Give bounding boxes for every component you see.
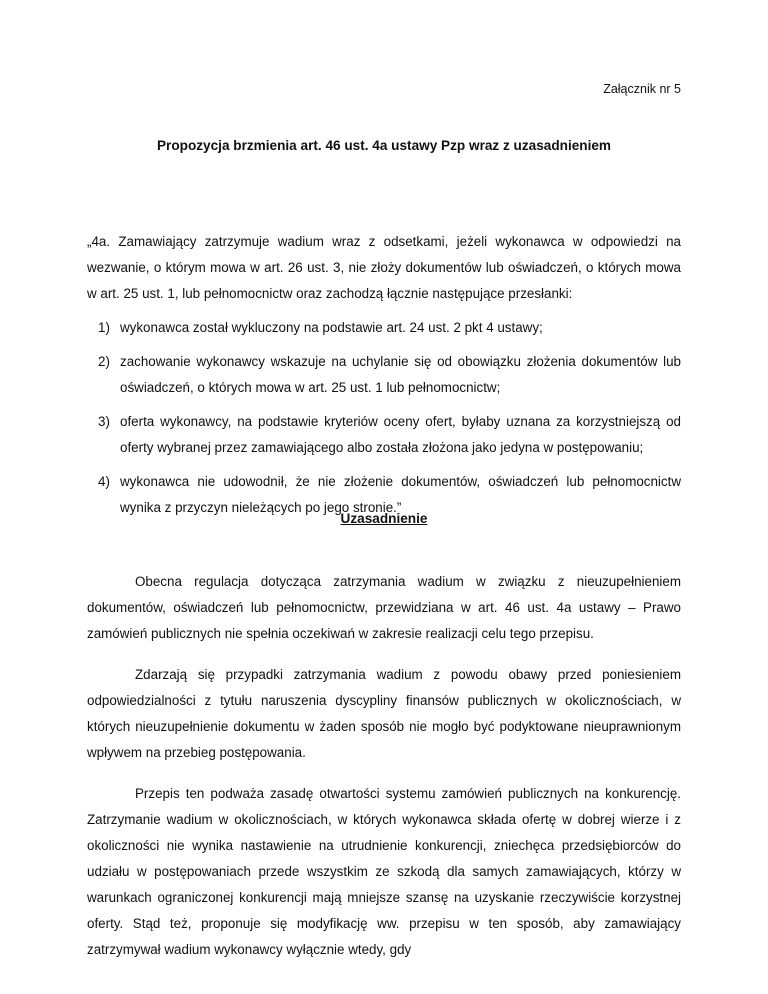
paragraph: Przepis ten podważa zasadę otwartości systemu zamówień publicznych na konkurencję. Zatrzymanie wadium w okolicznościach, w których wykonawca składa ofertę w dobrej wierze i z okoliczności nie wynika nastawienie na utrudnienie konkurencji, zniechęca przedsiębiorców do udziału w postępowaniach przede wszystkim ze szkodą dla samych zamawiających, którzy w warunkach ograniczonej konkurencji mają mniejsze szansę na uzyskanie rzeczywiście korzystnej oferty. Stąd też, proponuje się modyfikację ww. przepisu w ten sposób, aby zamawiający zatrzymywał wadium wykonawcy wyłącznie wtedy, gdy [87,786,681,957]
justification-body [87,569,681,978]
paragraph: Obecna regulacja dotycząca zatrzymania wadium w związku z nieuzupełnieniem dokumentów, oświadczeń lub pełnomocnictw, przewidziana w art. 46 ust. 4a ustawy – Prawo zamówień publicznych nie spełnia oczekiwań w zakresie realizacji celu tego przepisu. [87,574,681,641]
list-item: 3) oferta wykonawcy, na podstawie kryteriów oceny ofert, byłaby uznana za korzystniejszą od oferty wybranej przez zamawiającego albo została złożona jako jedyna w postępowaniu; [98,414,681,455]
proposed-provision [87,229,681,529]
provision-intro: „4a. Zamawiający zatrzymuje wadium wraz z odsetkami, jeżeli wykonawca w odpowiedzi na wezwanie, o którym mowa w art. 26 ust. 3, nie złoży dokumentów lub oświadczeń, o których mowa w art. 25 ust. 1, lub pełnomocnictw oraz zachodzą łącznie następujące przesłanki: [87,234,681,301]
list-item: 2) zachowanie wykonawcy wskazuje na uchylanie się od obowiązku złożenia dokumentów lub oświadczeń, o których mowa w art. 25 ust. 1 lub pełnomocnictw; [98,354,681,395]
annex-label: Załącznik nr 5 [603,82,681,96]
section-heading: Uzasadnienie [340,511,428,526]
list-item: 4) wykonawca nie udowodnił, że nie złożenie dokumentów, oświadczeń lub pełnomocnictw wynika z przyczyn nieleżących po jego stronie.” [98,474,681,515]
conditions-list [87,315,681,521]
paragraph: Zdarzają się przypadki zatrzymania wadium z powodu obawy przed poniesieniem odpowiedzialności z tytułu naruszenia dyscypliny finansów publicznych w okolicznościach, w których nieuzupełnienie dokumentu w żaden sposób nie mogło być podyktowane nieuprawnionym wpływem na przebieg postępowania. [87,667,681,760]
list-item: 1) wykonawca został wykluczony na podstawie art. 24 ust. 2 pkt 4 ustawy; [98,320,543,335]
document-title: Propozycja brzmienia art. 46 ust. 4a ustawy Pzp wraz z uzasadnieniem [156,138,612,153]
